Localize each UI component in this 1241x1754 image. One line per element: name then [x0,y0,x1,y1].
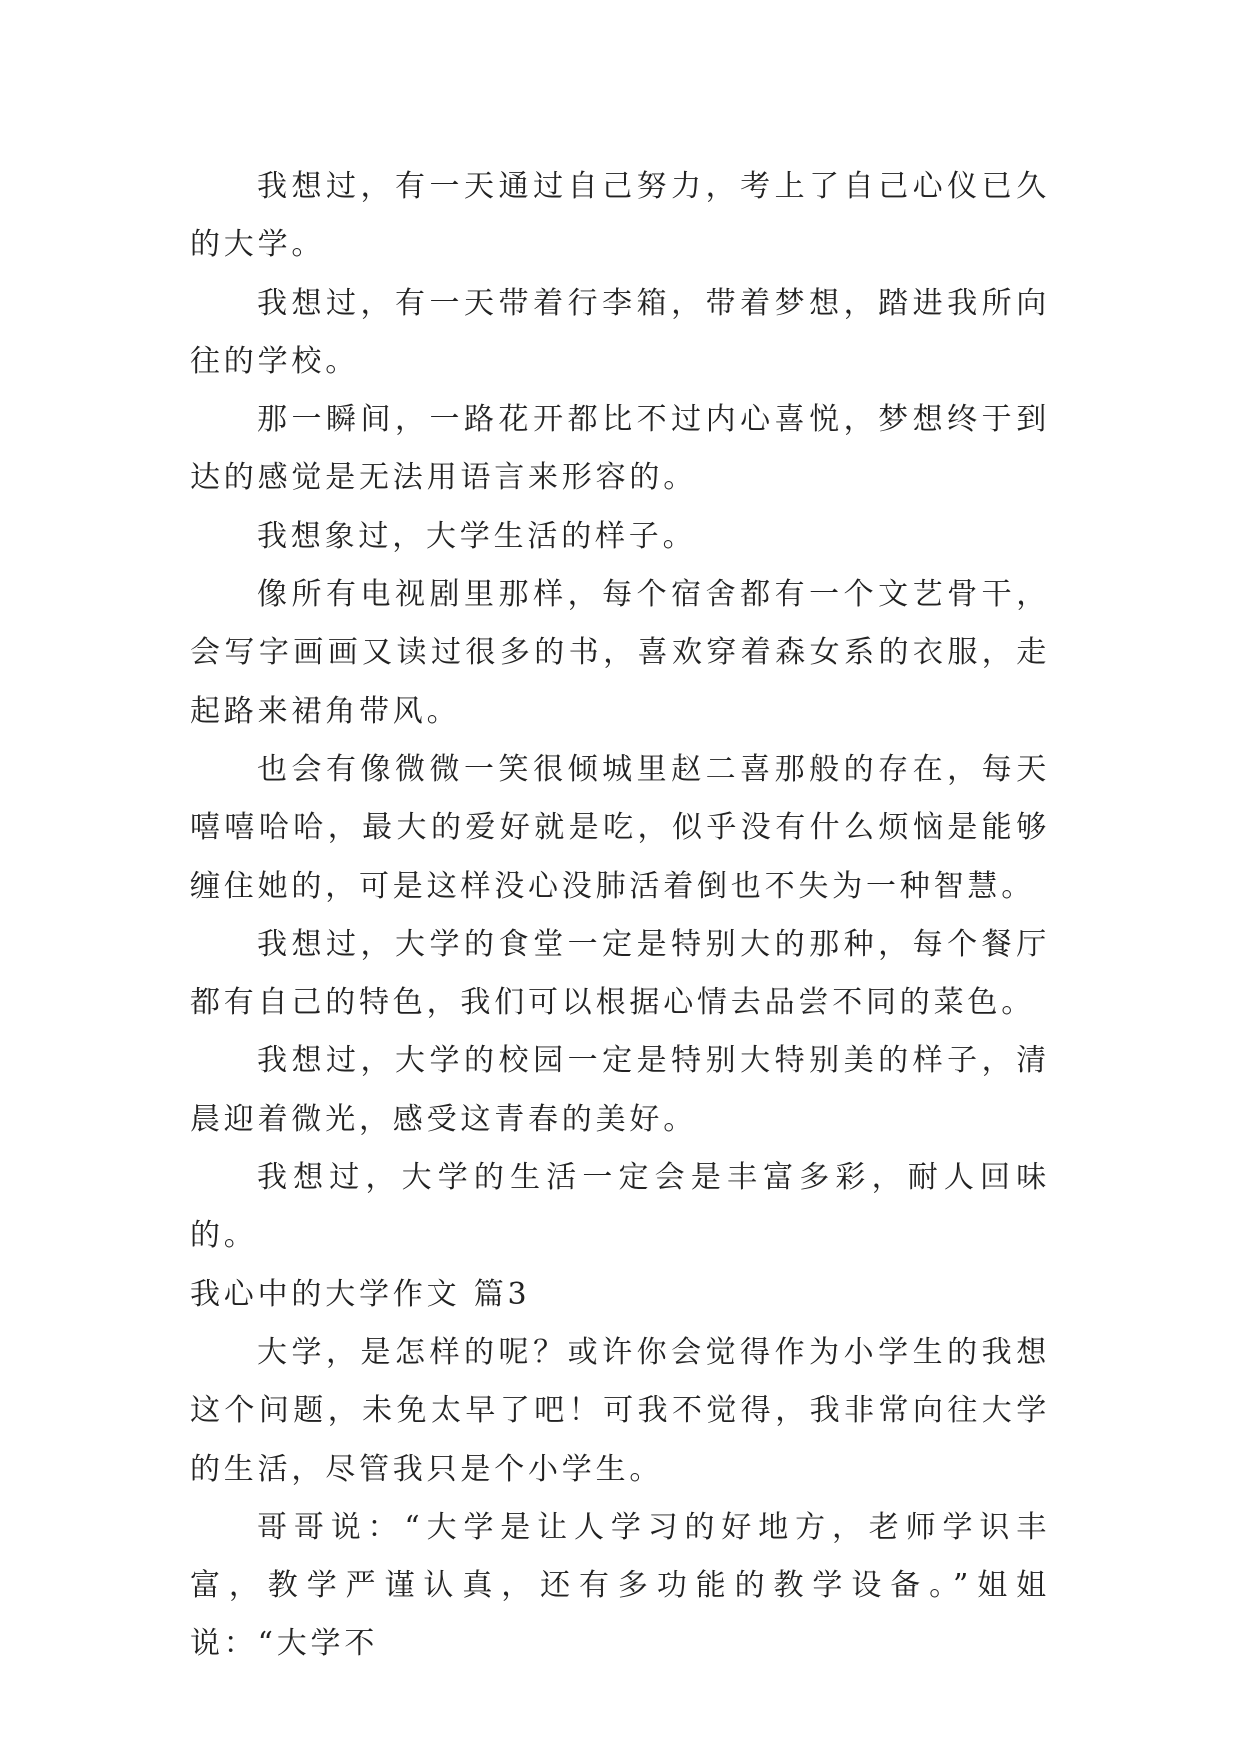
paragraph: 我想过，有一天通过自己努力，考上了自己心仪已久的大学。 [190,169,1050,263]
paragraph: 我想象过，大学生活的样子。 [257,518,697,554]
paragraph: 也会有像微微一笑很倾城里赵二喜那般的存在，每天嘻嘻哈哈，最大的爱好就是吃，似乎没有什么烦恼是能够缠住她的，可是这样没心没肺活着倒也不失为一种智慧。 [190,751,1050,904]
paragraph: 像所有电视剧里那样，每个宿舍都有一个文艺骨干，会写字画画又读过很多的书，喜欢穿着森女系的衣服，走起路来裙角带风。 [190,577,1050,729]
paragraph: 我想过，有一天带着行李箱，带着梦想，踏进我所向往的学校。 [190,285,1050,379]
paragraph: 那一瞬间，一路花开都比不过内心喜悦，梦想终于到达的感觉是无法用语言来形容的。 [190,402,1050,496]
document-body [190,158,1050,1674]
section-heading: 我心中的大学作文 篇3 [190,1276,531,1312]
paragraph: 我想过，大学的校园一定是特别大特别美的样子，清晨迎着微光，感受这青春的美好。 [190,1043,1050,1137]
paragraph: 哥哥说：“大学是让人学习的好地方，老师学识丰富，教学严谨认真，还有多功能的教学设备。”姐姐说：“大学不 [190,1509,1050,1662]
paragraph: 我想过，大学的生活一定会是丰富多彩，耐人回味的。 [190,1160,1050,1254]
paragraph: 大学，是怎样的呢？或许你会觉得作为小学生的我想这个问题，未免太早了吧！可我不觉得，我非常向往大学的生活，尽管我只是个小学生。 [190,1334,1050,1487]
paragraph: 我想过，大学的食堂一定是特别大的那种，每个餐厅都有自己的特色，我们可以根据心情去品尝不同的菜色。 [190,926,1050,1021]
